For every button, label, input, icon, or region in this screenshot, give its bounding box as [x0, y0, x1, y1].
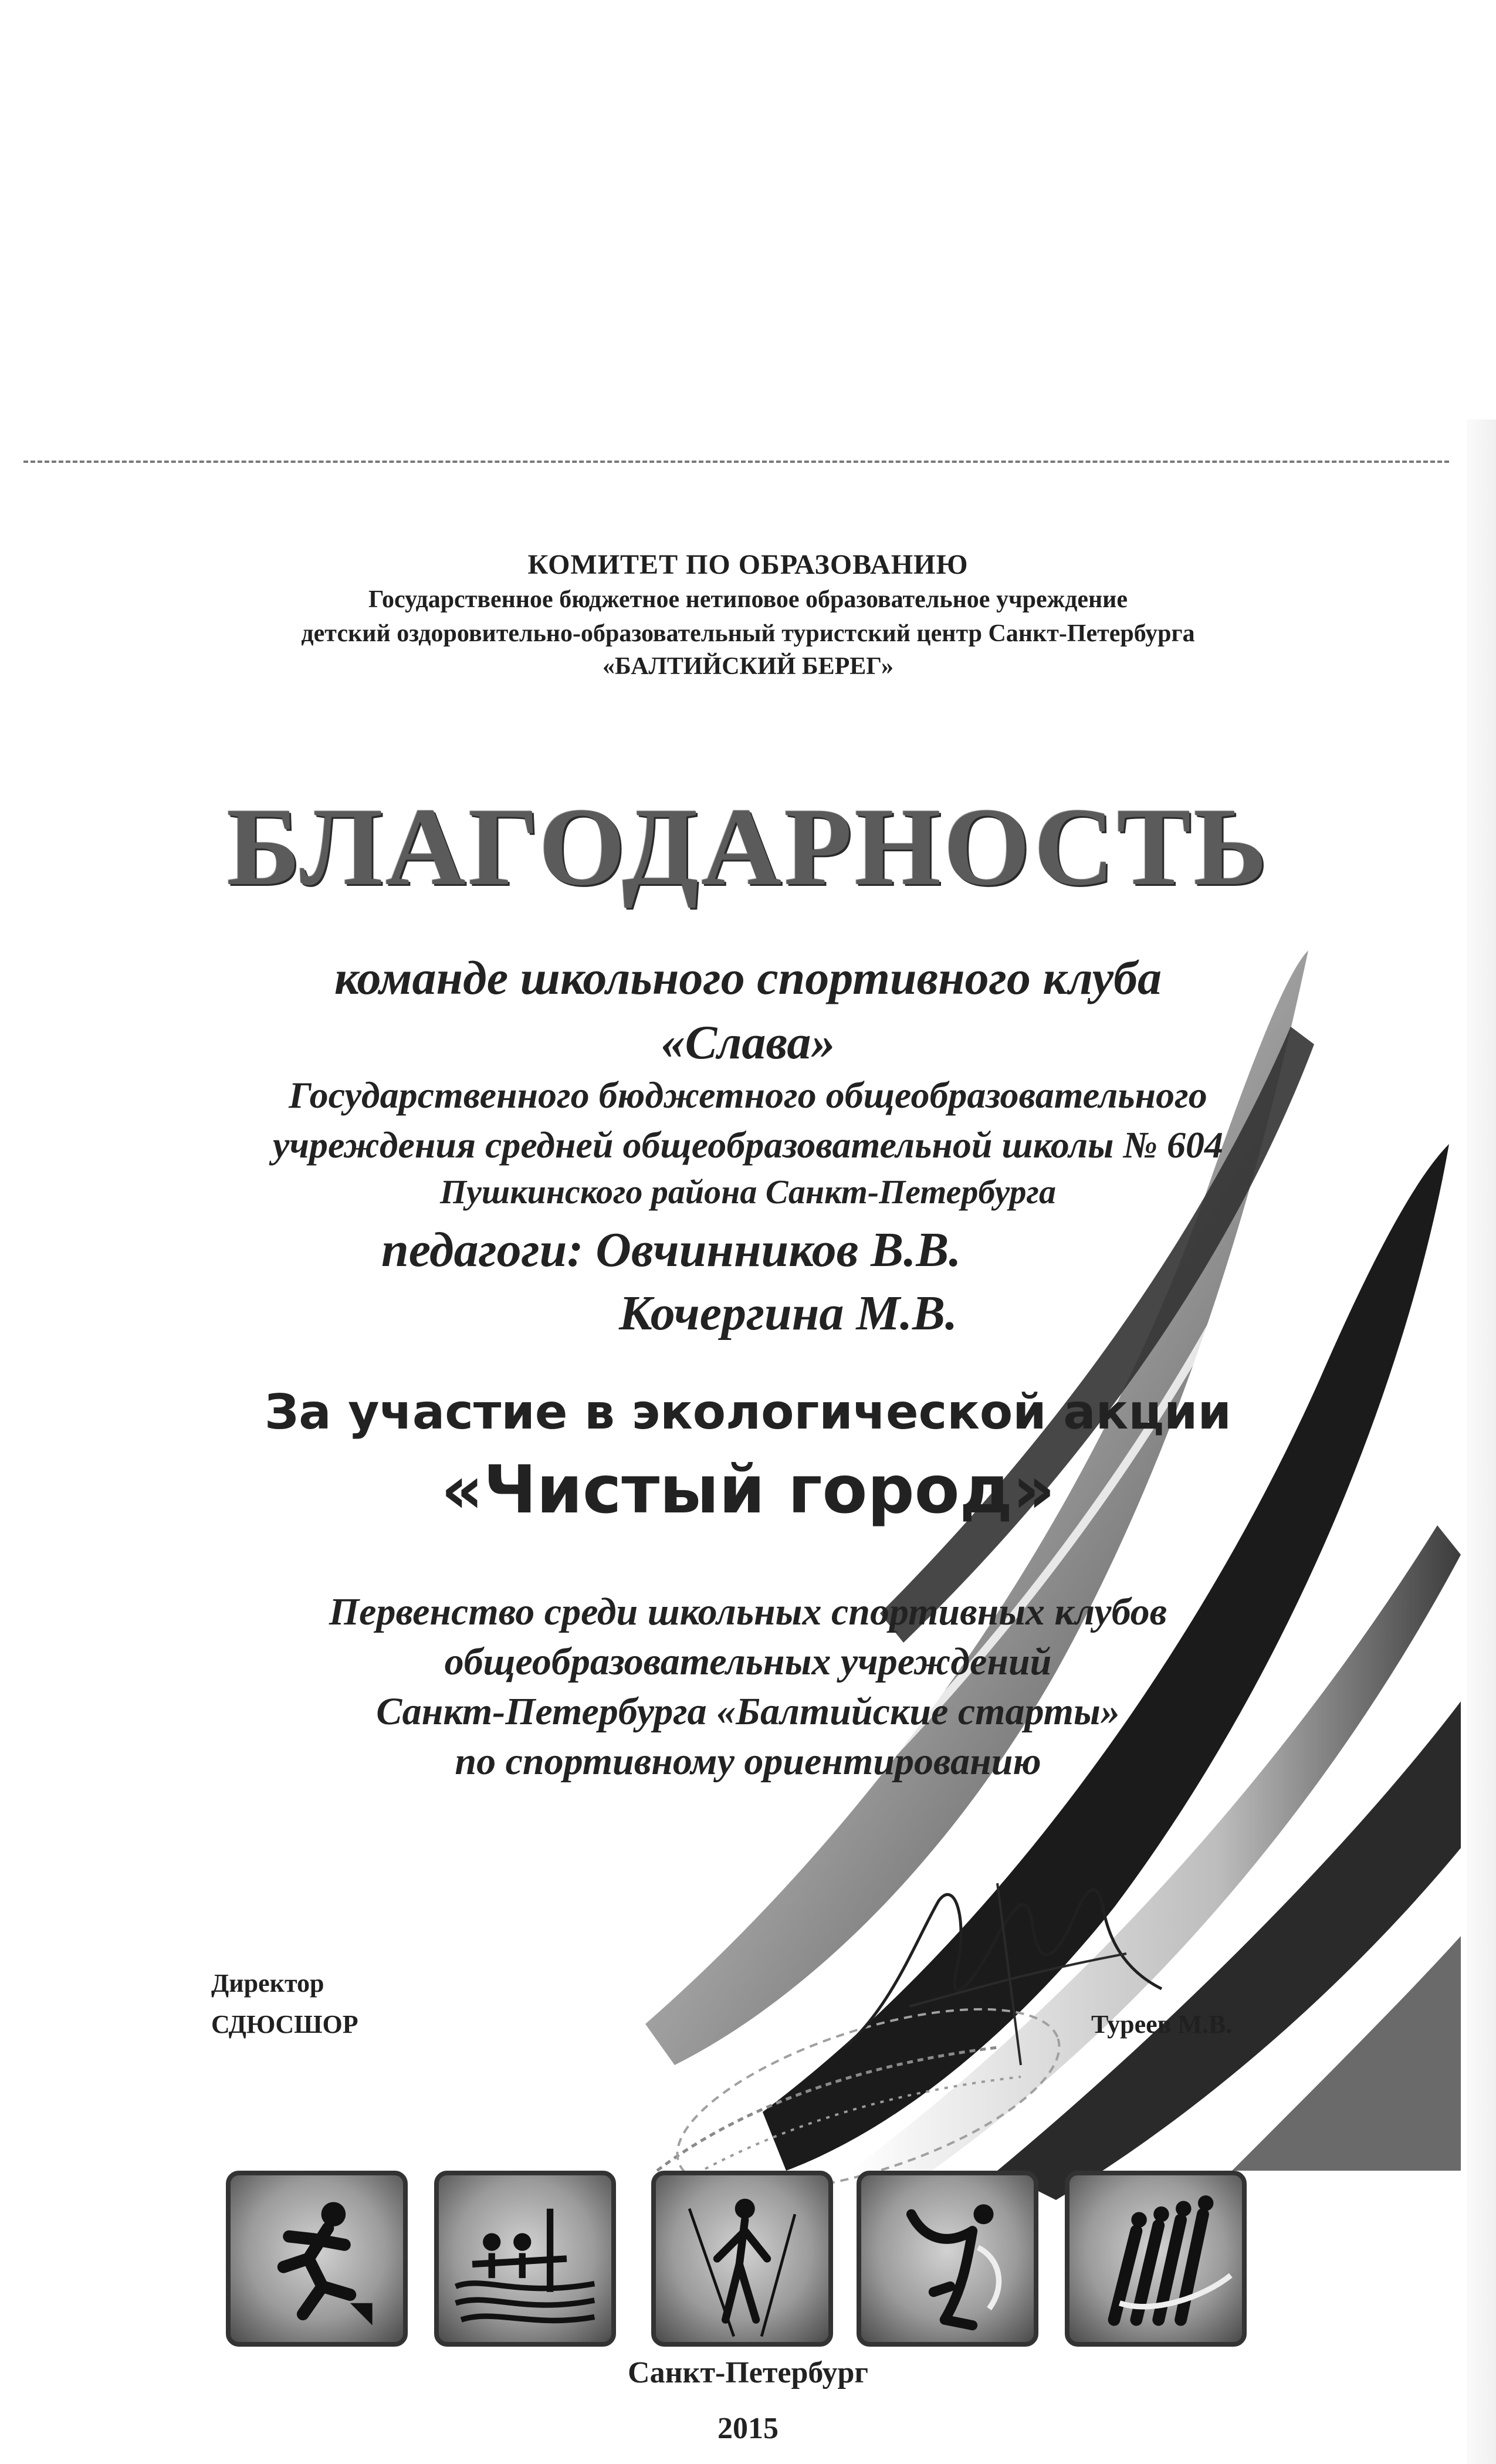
signer-name: Туреев М.В. [1091, 2010, 1233, 2039]
signer-position-2: СДЮСШОР [211, 2010, 358, 2039]
recipient-club-name: «Слава» [661, 1016, 835, 1069]
competition-line-2: общеобразовательных учреждений [444, 1640, 1052, 1683]
skiing-icon [651, 2171, 833, 2347]
header-institution-desc: детский оздоровительно-образовательный туристский центр Санкт-Петербурга [301, 620, 1195, 647]
competition-line-1: Первенство среди школьных спортивных клубов [329, 1590, 1167, 1633]
header-institution-type: Государственное бюджетное нетиповое образовательное учреждение [368, 586, 1128, 613]
recipient-line-3: Государственного бюджетного общеобразовательного [289, 1074, 1207, 1116]
running-icon [226, 2171, 408, 2347]
recipient-line-1: команде школьного спортивного клуба [334, 951, 1162, 1004]
competition-line-4: по спортивному ориентированию [455, 1740, 1041, 1783]
competition-line-3: Санкт-Петербурга «Балтийские старты» [376, 1690, 1120, 1733]
teacher-2: Кочергина М.В. [619, 1286, 958, 1341]
handwritten-signature [821, 1854, 1185, 2077]
footer-city: Санкт-Петербург [628, 2356, 868, 2389]
signer-position-1: Директор [211, 1969, 324, 1998]
header-committee: КОМИТЕТ ПО ОБРАЗОВАНИЮ [527, 549, 969, 580]
action-name: «Чистый город» [441, 1452, 1055, 1528]
header-institution-name: «БАЛТИЙСКИЙ БЕРЕГ» [603, 653, 893, 680]
gymnastics-icon [857, 2171, 1038, 2347]
pyramid-team-icon [1065, 2171, 1247, 2347]
recipient-line-5: Пушкинского района Санкт-Петербурга [440, 1173, 1056, 1211]
teachers-line: педагоги: Овчинников В.В. [381, 1223, 962, 1277]
recipient-line-4: учреждения средней общеобразовательной школы № 604 [272, 1124, 1224, 1166]
document-title: БЛАГОДАРНОСТЬ [226, 786, 1270, 909]
rowing-icon [434, 2171, 616, 2347]
footer-year: 2015 [717, 2412, 779, 2445]
reason-line: За участие в экологической акции [265, 1385, 1231, 1440]
